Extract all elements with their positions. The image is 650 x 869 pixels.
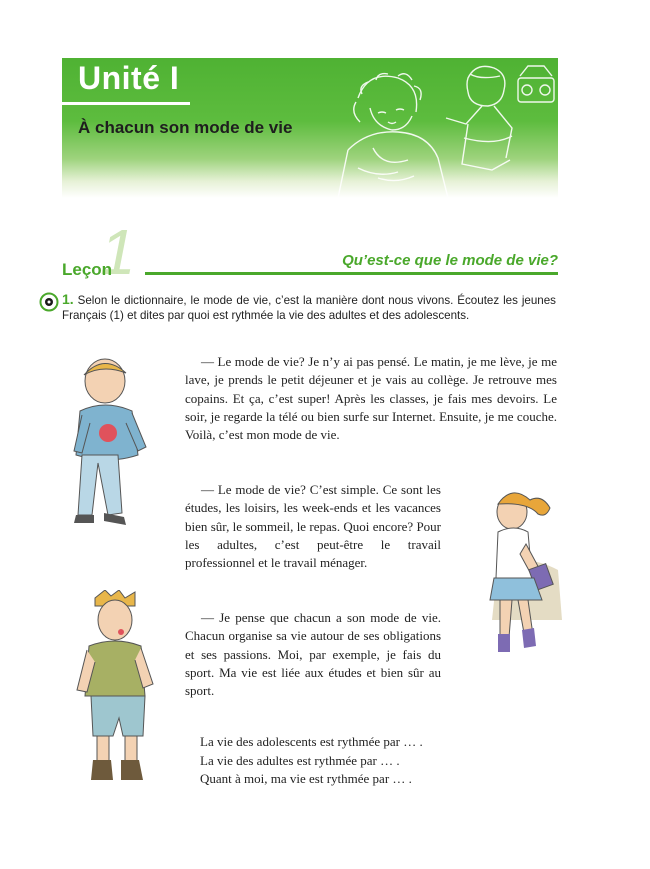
boy-backpack-illustration — [75, 590, 170, 790]
exercise-instruction — [62, 292, 556, 323]
unit-subtitle: À chacun son mode de vie — [78, 118, 293, 137]
sentence-moi: Quant à moi, ma vie est rythmée par … . — [200, 771, 412, 786]
sentence-adultes: La vie des adultes est rythmée par … . — [200, 752, 400, 768]
lesson-divider — [145, 272, 558, 275]
dialog-paragraph-3: — Je pense que chacun a son mode de vie. Chacun organise sa vie autour de ses obligations et ses passions. Moi, par exemple, je fais du sport. Ma vie est liée aux études et bien sûr au sport. — [185, 610, 441, 699]
lesson-title: Qu’est-ce que le mode de vie? — [342, 252, 558, 269]
completion-sentences — [200, 733, 423, 789]
unit-title-rule — [62, 102, 190, 105]
exercise-text: Selon le dictionnaire, le mode de vie, c’est la manière dont nous vivons. Écoutez les jeunes Français (1) et dites par quoi est rythmée la vie des adultes et des adolescents. — [62, 294, 556, 322]
dialog-paragraph-2: — Le mode de vie? C’est simple. Ce sont les études, les loisirs, les week-ends et les vacances bien sûr, le sommeil, le repas. Quoi encore? Pour les adultes, c’est peut-être le travail professionnel et le travail ménager. — [185, 482, 441, 571]
exercise-number: 1. — [62, 291, 74, 307]
unit-banner — [62, 58, 558, 198]
boy-sweater-illustration — [60, 355, 165, 530]
girl-ponytail-illustration — [478, 484, 563, 669]
unit-title: Unité I — [78, 60, 180, 96]
banner-illustration — [318, 58, 558, 198]
audio-cd-icon[interactable] — [39, 292, 59, 312]
lesson-word: Leçon — [62, 260, 113, 279]
sentence-adolescents: La vie des adolescents est rythmée par … . — [200, 734, 423, 749]
dialog-paragraph-1: — Le mode de vie? Je n’y ai pas pensé. Le matin, je me lève, je me lave, je prends le petit déjeuner et je vais au collège. Je retrouve mes copains. Et ça, c’est super! Après les classes, je fais mes devoirs. Le soir, je regarde la télé ou bien surfe sur Internet. Ensuite, je me couche. Voilà, c’est mon mode de vie. — [185, 354, 557, 443]
lesson-number: 1 — [100, 216, 136, 288]
